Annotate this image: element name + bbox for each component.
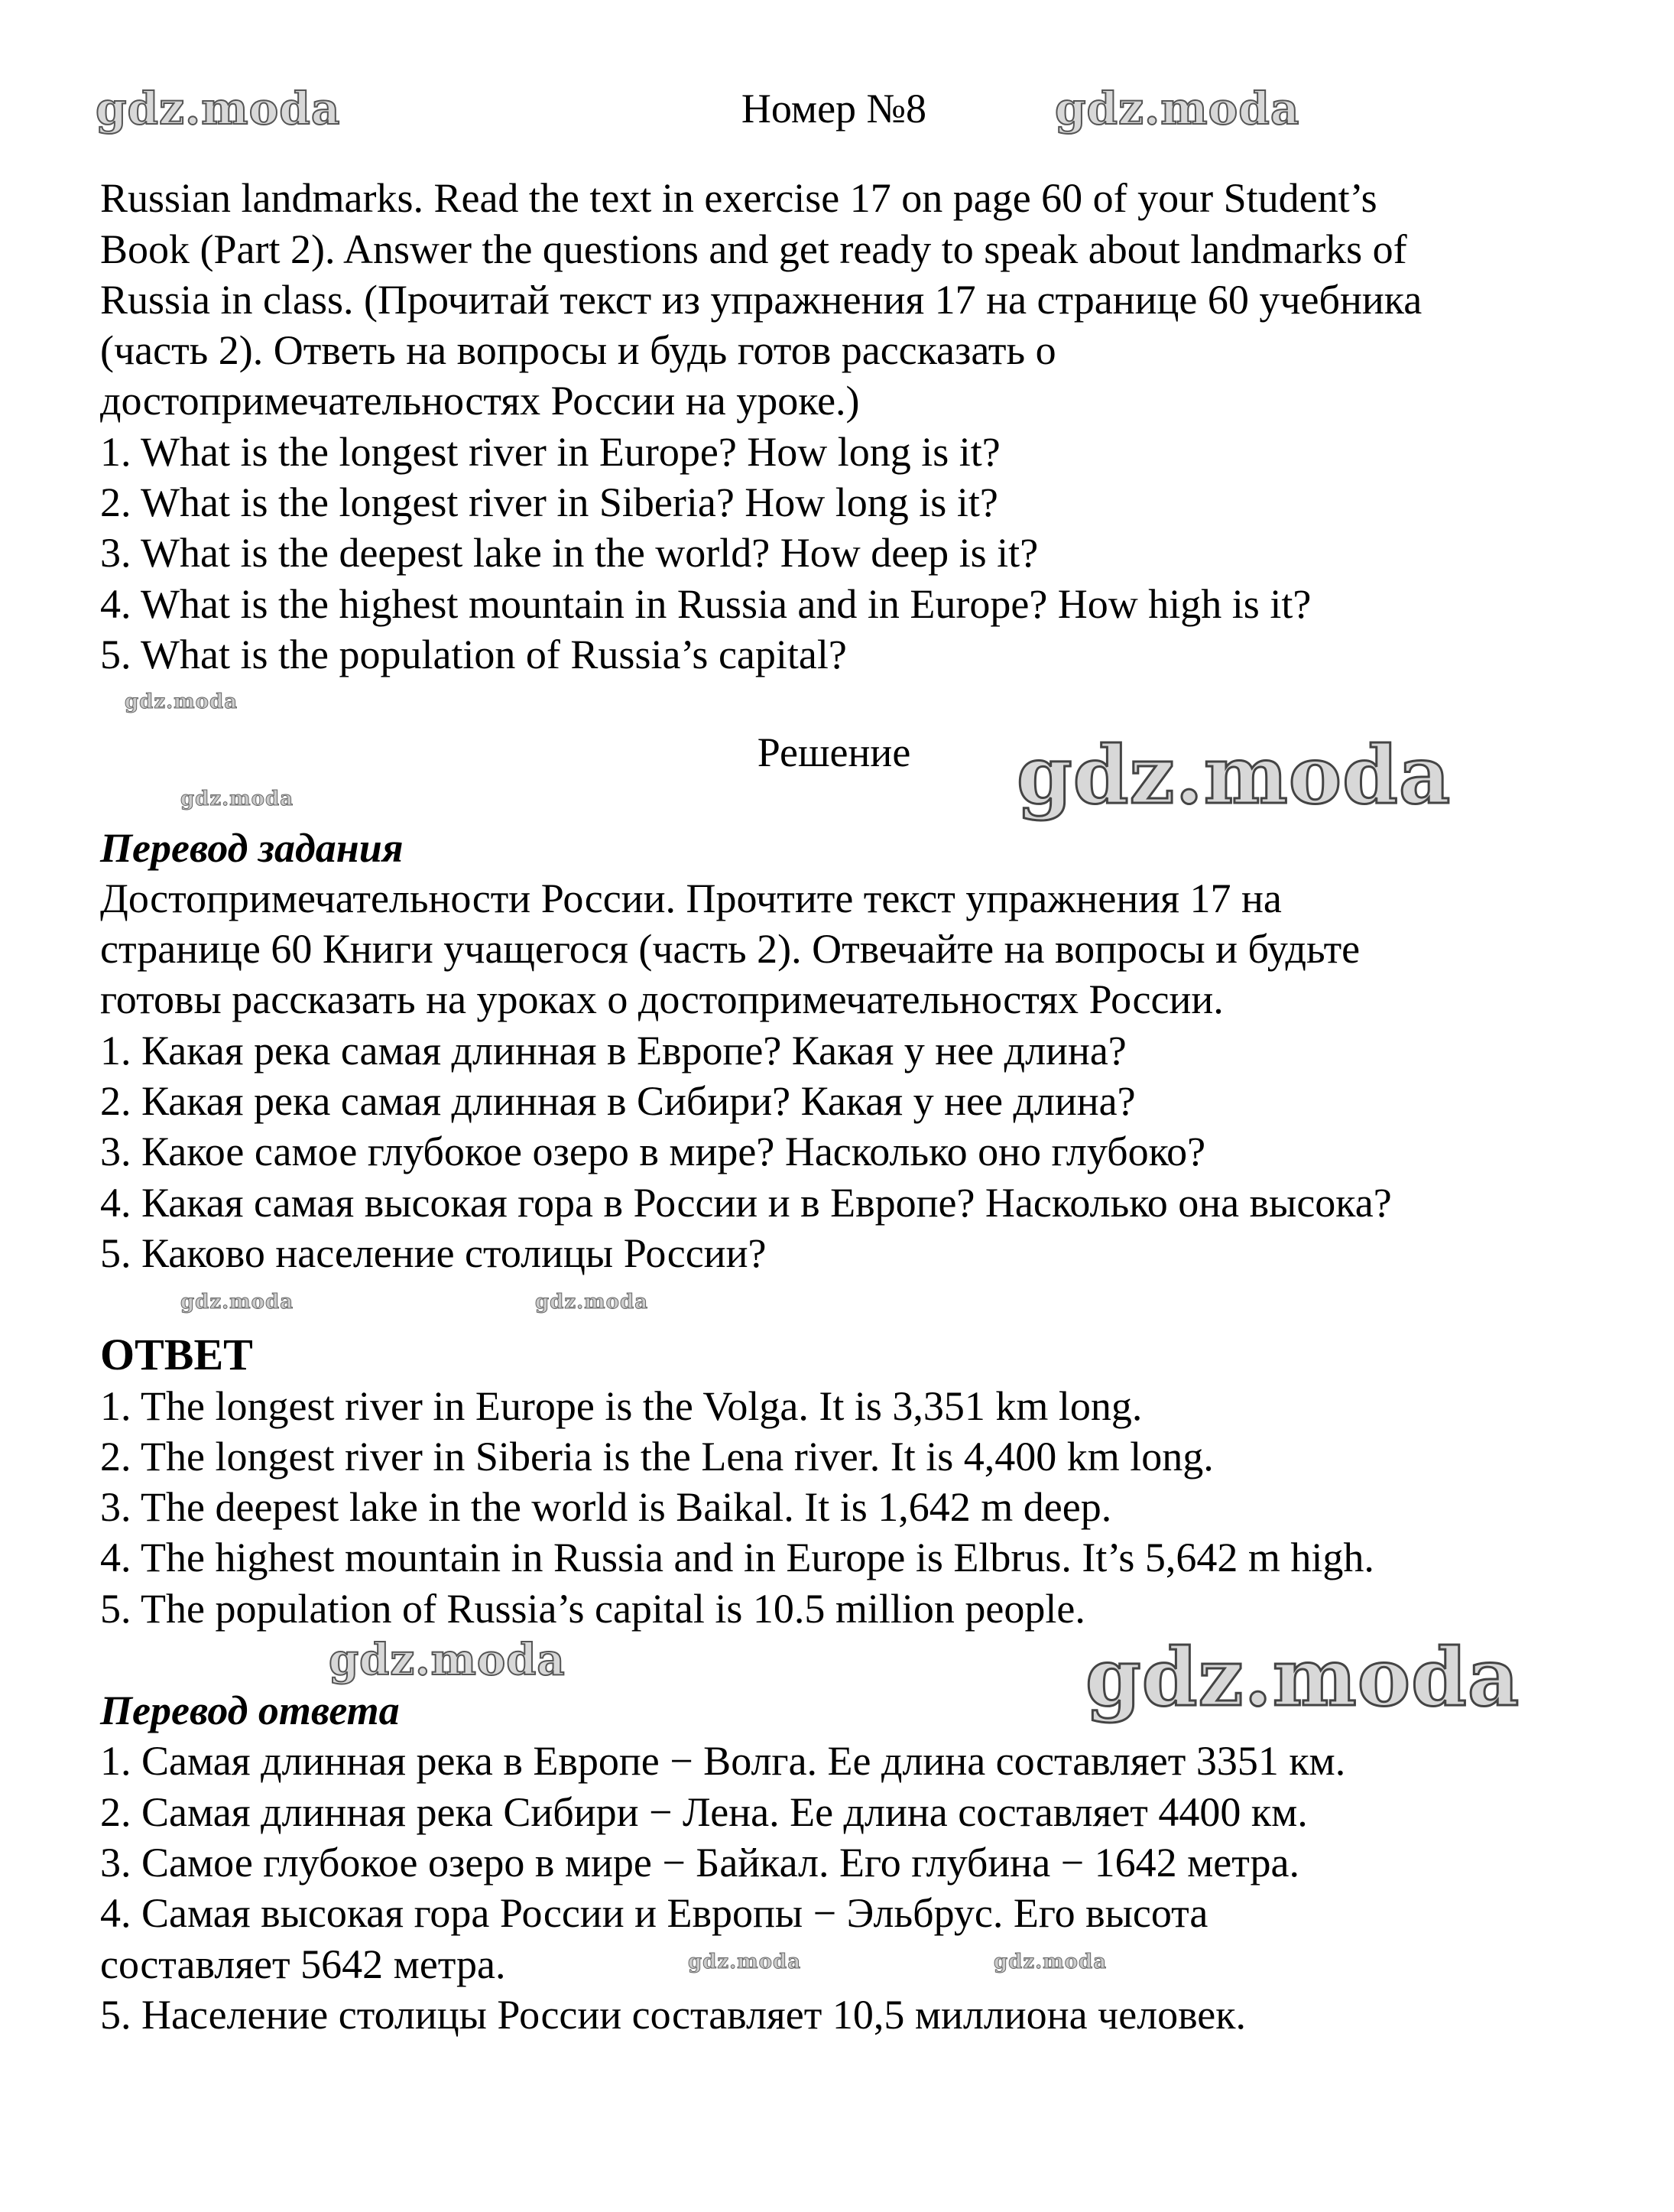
translation-line: странице 60 Книги учащегося (часть 2). Отвечайте на вопросы и будьте xyxy=(100,926,1361,973)
solution-heading: Решение xyxy=(757,729,911,776)
answer-line: 4. The highest mountain in Russia and in Europe is Elbrus. It’s 5,642 m high. xyxy=(100,1535,1374,1581)
task-line: Russia in class. (Прочитай текст из упражнения 17 на странице 60 учебника xyxy=(100,276,1423,323)
answer-translation-line: составляет 5642 метра. xyxy=(100,1941,506,1987)
watermark: gdz.moda xyxy=(1017,728,1452,822)
watermark: gdz.moda xyxy=(535,1291,649,1314)
watermark: gdz.moda xyxy=(96,83,341,135)
task-line: Book (Part 2). Answer the questions and get ready to speak about landmarks of xyxy=(100,226,1407,272)
translated-question: 1. Какая река самая длинная в Европе? Какая у нее длина? xyxy=(100,1027,1127,1074)
translated-question: 3. Какое самое глубокое озеро в мире? Насколько оно глубоко? xyxy=(100,1129,1206,1175)
answer-translation-line: 2. Самая длинная река Сибири − Лена. Ее длина составляет 4400 км. xyxy=(100,1788,1308,1835)
question: 3. What is the deepest lake in the world? How deep is it? xyxy=(100,530,1039,577)
task-translation xyxy=(100,823,1575,1279)
answer-heading: ОТВЕТ xyxy=(100,1330,253,1380)
answer-section xyxy=(100,1330,1575,1634)
answer-line: 2. The longest river in Siberia is the Lena river. It is 4,400 km long. xyxy=(100,1433,1214,1480)
question: 4. What is the highest mountain in Russia and in Europe? How high is it? xyxy=(100,580,1312,627)
task-translation-heading: Перевод задания xyxy=(100,824,404,871)
watermark: gdz.moda xyxy=(329,1635,566,1685)
answer-line: 1. The longest river in Europe is the Volga. It is 3,351 km long. xyxy=(100,1382,1143,1429)
task-line: (часть 2). Ответь на вопросы и будь готов рассказать о xyxy=(100,327,1056,374)
watermark: gdz.moda xyxy=(688,1951,802,1973)
answer-translation-line: 1. Самая длинная река в Европе − Волга. Ее длина составляет 3351 км. xyxy=(100,1738,1346,1785)
answer-translation-line: 4. Самая высокая гора России и Европы − Эльбрус. Его высота xyxy=(100,1890,1208,1937)
task-text xyxy=(100,173,1575,680)
watermark: gdz.moda xyxy=(1085,1630,1520,1724)
answer-line: 5. The population of Russia’s capital is 10.5 million people. xyxy=(100,1585,1085,1632)
translated-question: 5. Каково население столицы России? xyxy=(100,1229,767,1276)
question: 5. What is the population of Russia’s capital? xyxy=(100,631,847,677)
translation-line: готовы рассказать на уроках о достопримечательностях России. xyxy=(100,976,1224,1023)
answer-translation-heading: Перевод ответа xyxy=(100,1687,400,1734)
translated-question: 2. Какая река самая длинная в Сибири? Какая у нее длина? xyxy=(100,1078,1136,1125)
exercise-title: Номер №8 xyxy=(741,86,927,132)
translation-line: Достопримечательности России. Прочтите текст упражнения 17 на xyxy=(100,875,1282,921)
question: 1. What is the longest river in Europe? How long is it? xyxy=(100,428,1001,475)
watermark: gdz.moda xyxy=(1055,83,1300,135)
document-page xyxy=(100,83,1575,2040)
answer-translation-line: 5. Население столицы России составляет 10,5 миллиона человек. xyxy=(100,1991,1247,2038)
answer-translation-line: 3. Самое глубокое озеро в мире − Байкал. Его глубина − 1642 метра. xyxy=(100,1839,1299,1886)
task-line: Russian landmarks. Read the text in exercise 17 on page 60 of your Student’s xyxy=(100,175,1377,222)
answer-translation xyxy=(100,1685,1575,2040)
task-line: достопримечательностях России на уроке.) xyxy=(100,378,860,424)
translated-question: 4. Какая самая высокая гора в России и в Европе? Насколько она высока? xyxy=(100,1179,1392,1226)
watermark: gdz.moda xyxy=(180,1291,294,1314)
answer-line: 3. The deepest lake in the world is Baikal. It is 1,642 m deep. xyxy=(100,1484,1112,1531)
watermark: gdz.moda xyxy=(180,788,294,810)
question: 2. What is the longest river in Siberia? How long is it? xyxy=(100,479,998,526)
watermark: gdz.moda xyxy=(125,690,238,713)
watermark: gdz.moda xyxy=(994,1951,1108,1973)
